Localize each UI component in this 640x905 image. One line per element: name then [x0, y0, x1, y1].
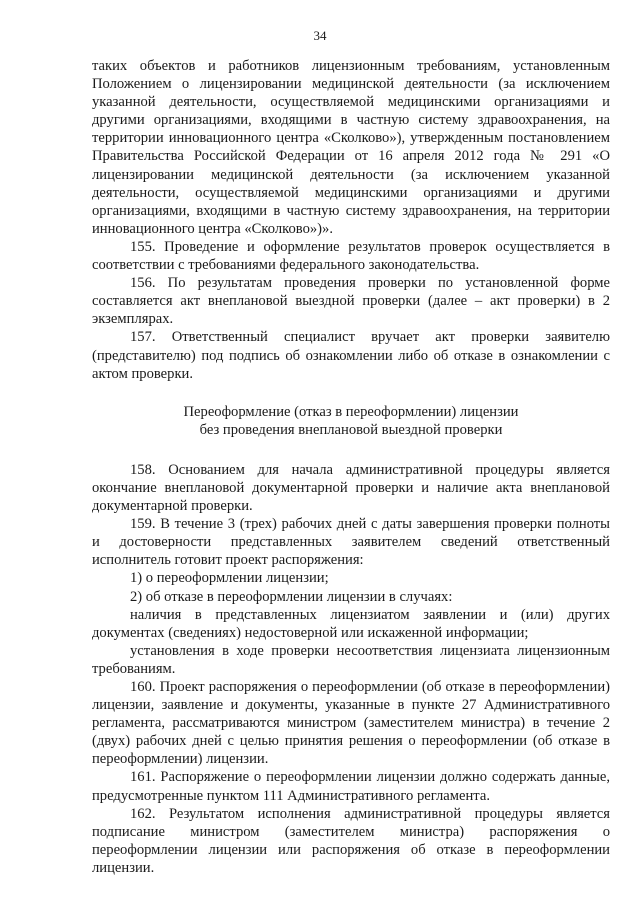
paragraph-159: 159. В течение 3 (трех) рабочих дней с даты завершения проверки полноты и достоверности представленных заявителем сведений ответственный исполнитель готовит проект распоряжения:	[92, 516, 610, 569]
sub-item-false-info: наличия в представленных лицензиатом заявлении и (или) других документах (сведениях) недостоверной или искаженной информации;	[92, 606, 610, 641]
paragraph-160: 160. Проект распоряжения о переоформлении (об отказе в переоформлении) лицензии, заявление и документы, указанные в пункте 27 Административного регламента, рассматриваются министром (заместителем министра) в течение 2 (двух) рабочих дней с целью принятия решения о переоформлении (об отказе в переоформлении) лицензии.	[92, 679, 610, 768]
paragraph-156: 156. По результатам проведения проверки по установленной форме составляется акт внеплановой выездной проверки (далее – акт проверки) в 2 экземплярах.	[92, 275, 610, 328]
list-item-2: 2) об отказе в переоформлении лицензии в случаях:	[130, 588, 453, 605]
sub-item-noncompliance: установления в ходе проверки несоответствия лицензиата лицензионным требованиям.	[92, 642, 610, 677]
paragraph-157: 157. Ответственный специалист вручает акт проверки заявителю (представителю) под подпись об ознакомлении либо об отказе в ознакомлении с актом проверки.	[92, 329, 610, 382]
section-heading-line-1: Переоформление (отказ в переоформлении) лицензии	[183, 403, 519, 420]
page-number: 34	[313, 28, 327, 43]
paragraph-155: 155. Проведение и оформление результатов проверок осуществляется в соответствии с требованиями федерального законодательства.	[92, 238, 610, 274]
paragraph-161: 161. Распоряжение о переоформлении лицензии должно содержать данные, предусмотренные пунктом 111 Административного регламента.	[92, 769, 610, 804]
section-heading	[92, 403, 610, 439]
paragraph-158: 158. Основанием для начала административной процедуры является окончание внеплановой документарной проверки и наличие акта внеплановой документарной проверки.	[92, 461, 610, 515]
paragraph-continuation: таких объектов и работников лицензионным требованиям, установленным Положением о лицензировании медицинской деятельности (за исключением указанной деятельности, осуществляемой медицинскими организациями и другими организациями, входящими в частную систему здравоохранения, на территории инновационного центра «Сколково»), утвержденным постановлением Правительства Российской Федерации от 16 апреля 2012 года № 291 «О лицензировании медицинской деятельности (за исключением указанной деятельности, осуществляемой медицинскими организациями и другими организациями, входящими в частную систему здравоохранения, на территории инновационного центра «Сколково»)».	[92, 58, 610, 237]
section-heading-line-2: без проведения внеплановой выездной проверки	[199, 421, 503, 438]
paragraph-162: 162. Результатом исполнения административной процедуры является подписание министром (заместителем министра) распоряжения о переоформлении лицензии или распоряжения об отказе в переоформлении лицензии.	[92, 805, 610, 876]
list-item-1: 1) о переоформлении лицензии;	[130, 570, 329, 587]
document-body	[92, 57, 610, 877]
